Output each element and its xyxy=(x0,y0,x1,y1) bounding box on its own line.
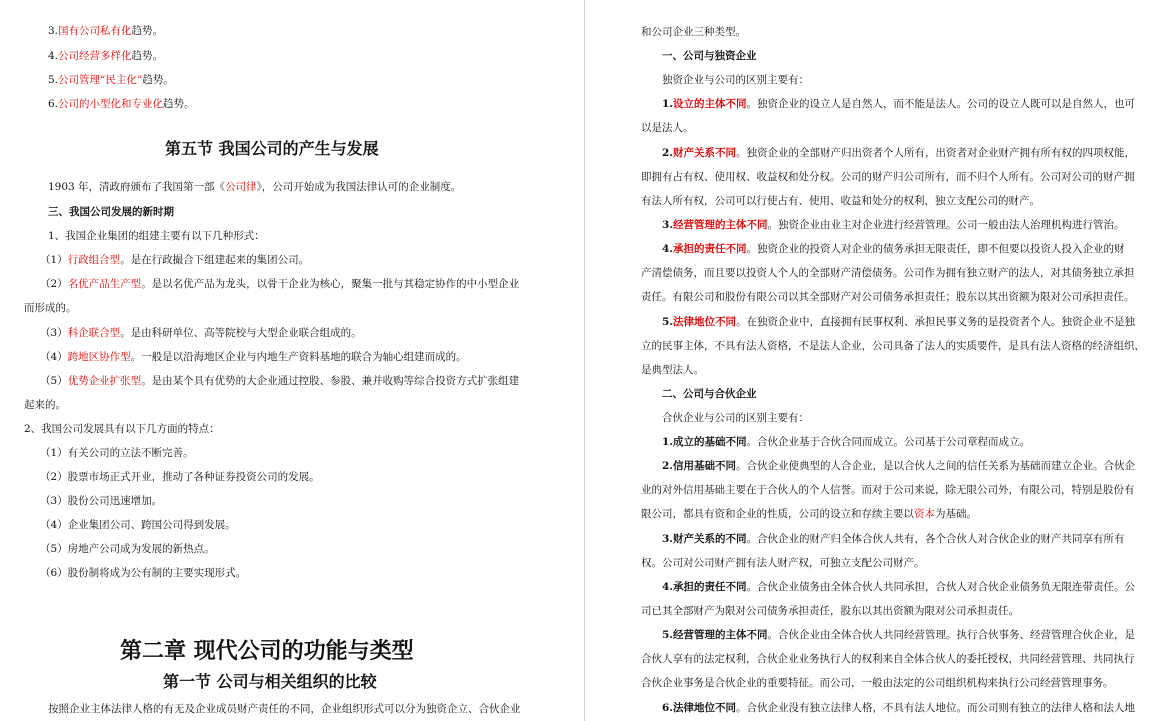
paragraph: 合伙企业与公司的区别主要有： xyxy=(662,412,809,424)
list-item-continued: 权。公司对公司财产拥有法人财产权，可独立支配公司财产。 xyxy=(641,557,925,569)
list-item-continued: 限公司，都具有资和企业的性质，公司的设立和存续主要以资本为基础。 xyxy=(641,508,977,520)
list-item-continued: 即拥有占有权、使用权、收益权和处分权。公司的财产归公司所有，而不归个人所有。公司对公司的财产拥 xyxy=(641,171,1135,183)
list-item: （2）股票市场正式开业，推动了各种证券投资公司的发展。 xyxy=(40,471,320,483)
list-item: （3）科企联合型。是由科研单位、高等院校与大型企业联合组成的。 xyxy=(40,327,362,339)
list-item: （1）行政组合型。是在行政撮合下组建起来的集团公司。 xyxy=(40,254,310,266)
list-item-continued: 有法人所有权，公司可以行使占有、使用、收益和处分的权利，独立支配公司的财产。 xyxy=(641,195,1040,207)
list-item: 6.法律地位不同。合伙企业没有独立法律人格，不具有法人地位。而公司则有独立的法律人格和法人地 xyxy=(662,702,1135,714)
right-page xyxy=(586,0,1169,721)
list-item: 1.设立的主体不同。独资企业的设立人是自然人，而不能是法人。公司的设立人既可以是自然人，也可 xyxy=(662,98,1135,110)
list-item: （6）股份制将成为公有制的主要实现形式。 xyxy=(40,567,247,579)
list-item-continued: 产清偿债务，而且要以投资人个人的全部财产清偿债务。公司作为拥有独立财产的法人，对其债务独立承担 xyxy=(641,267,1135,279)
chapter-title: 第二章 现代公司的功能与类型 xyxy=(120,638,414,664)
list-item: 4.承担的责任不同。合伙企业债务由全体合伙人共同承担，合伙人对合伙企业债务负无限连带责任。公 xyxy=(662,581,1135,593)
section-title: 第五节 我国公司的产生与发展 xyxy=(165,139,379,158)
list-item: （1）有关公司的立法不断完善。 xyxy=(40,447,194,459)
list-item: （5）房地产公司成为发展的新热点。 xyxy=(40,543,215,555)
paragraph: 1、我国企业集团的组建主要有以下几种形式： xyxy=(48,230,265,242)
list-item-continued: 以是法人。 xyxy=(641,122,694,134)
trend-item: 3.国有公司私有化趋势。 xyxy=(48,25,164,37)
paragraph: 和公司企业三种类型。 xyxy=(641,26,746,38)
list-item: 5.法律地位不同。在独资企业中，直接拥有民事权利、承担民事义务的是投资者个人。独资企业不是独 xyxy=(662,316,1135,328)
list-item-continued: 业的对外信用基础主要在于合伙人的个人信誉。而对于公司来说，除无限公司外，有限公司，特别是股份有 xyxy=(641,484,1135,496)
list-item: 5.经营管理的主体不同。合伙企业由全体合伙人共同经营管理。执行合伙事务、经营管理合伙企业，是 xyxy=(662,629,1135,641)
paragraph: 按照企业主体法律人格的有无及企业成员财产责任的不同，企业组织形式可以分为独资企立、合伙企业 xyxy=(48,703,521,715)
list-item: （4）企业集团公司、跨国公司得到发展。 xyxy=(40,519,236,531)
trend-item: 6.公司的小型化和专业化趋势。 xyxy=(48,98,195,110)
list-item: 3.经营管理的主体不同。独资企业由业主对企业进行经营管理。公司一般由法人治理机构进行管治。 xyxy=(662,219,1125,231)
section-title: 第一节 公司与相关组织的比较 xyxy=(163,672,377,691)
list-item-continued: 而形成的。 xyxy=(24,302,77,314)
list-item-continued: 合伙企业事务是合伙企业的重要特征。而公司，一般由法定的公司组织机构来执行公司经营管理事务。 xyxy=(641,677,1114,689)
list-item-continued: 合伙人享有的法定权利，合伙企业业务执行人的权利来自全体合伙人的委托授权，共同经营管理、共同执行 xyxy=(641,653,1135,665)
trend-item: 5.公司管理“民主化”趋势。 xyxy=(48,74,174,86)
page-divider xyxy=(584,0,585,721)
heading: 一、公司与独资企业 xyxy=(662,50,757,62)
list-item-continued: 责任。有限公司和股份有限公司以其全部财产对公司债务承担责任；股东以其出资额为限对公司承担责任。 xyxy=(641,291,1135,303)
paragraph: 独资企业与公司的区别主要有： xyxy=(662,74,809,86)
list-item: （4）跨地区协作型。一般是以沿海地区企业与内地生产资料基地的联合为轴心组建而成的。 xyxy=(40,351,467,363)
list-item: 2.信用基础不同。合伙企业使典型的人合企业，是以合伙人之间的信任关系为基础而建立企业。合伙企 xyxy=(662,460,1135,472)
list-item-continued: 司已其全部财产为限对公司债务承担责任，股东以其出资额为限对公司承担责任。 xyxy=(641,605,1019,617)
list-item: 3.财产关系的不同。合伙企业的财产归全体合伙人共有，各个合伙人对合伙企业的财产共同享有所有 xyxy=(662,533,1125,545)
paragraph: 1903 年，清政府颁布了我国第一部《公司律》，公司开始成为我国法律认可的企业制度。 xyxy=(48,181,462,193)
list-item-continued: 是典型法人。 xyxy=(641,364,704,376)
list-item-continued: 起来的。 xyxy=(24,399,66,411)
list-item-continued: 立的民事主体，不具有法人资格，不是法人企业，公司具备了法人的实质要件，是具有法人资格的经济组织， xyxy=(641,340,1145,352)
list-item: 2.财产关系不同。独资企业的全部财产归出资者个人所有，出资者对企业财产拥有所有权的四项权能， xyxy=(662,147,1135,159)
paragraph: 2、我国公司发展具有以下几方面的特点： xyxy=(24,423,220,435)
trend-item: 4.公司经营多样化趋势。 xyxy=(48,50,164,62)
list-item: （3）股份公司迅速增加。 xyxy=(40,495,163,507)
left-page xyxy=(0,0,583,721)
heading: 三、我国公司发展的新时期 xyxy=(48,206,174,218)
list-item: （5）优势企业扩张型。是由某个具有优势的大企业通过控股、参股、兼并收购等综合投资方式扩张组建 xyxy=(40,375,520,387)
list-item: （2）名优产品生产型。是以名优产品为龙头，以骨干企业为核心，聚集一批与其稳定协作的中小型企业 xyxy=(40,278,520,290)
list-item: 4.承担的责任不同。独资企业的投资人对企业的债务承担无限责任，即不但要以投资人投入企业的财 xyxy=(662,243,1125,255)
heading: 二、公司与合伙企业 xyxy=(662,388,757,400)
list-item: 1.成立的基础不同。合伙企业基于合伙合同而成立。公司基于公司章程而成立。 xyxy=(662,436,1030,448)
